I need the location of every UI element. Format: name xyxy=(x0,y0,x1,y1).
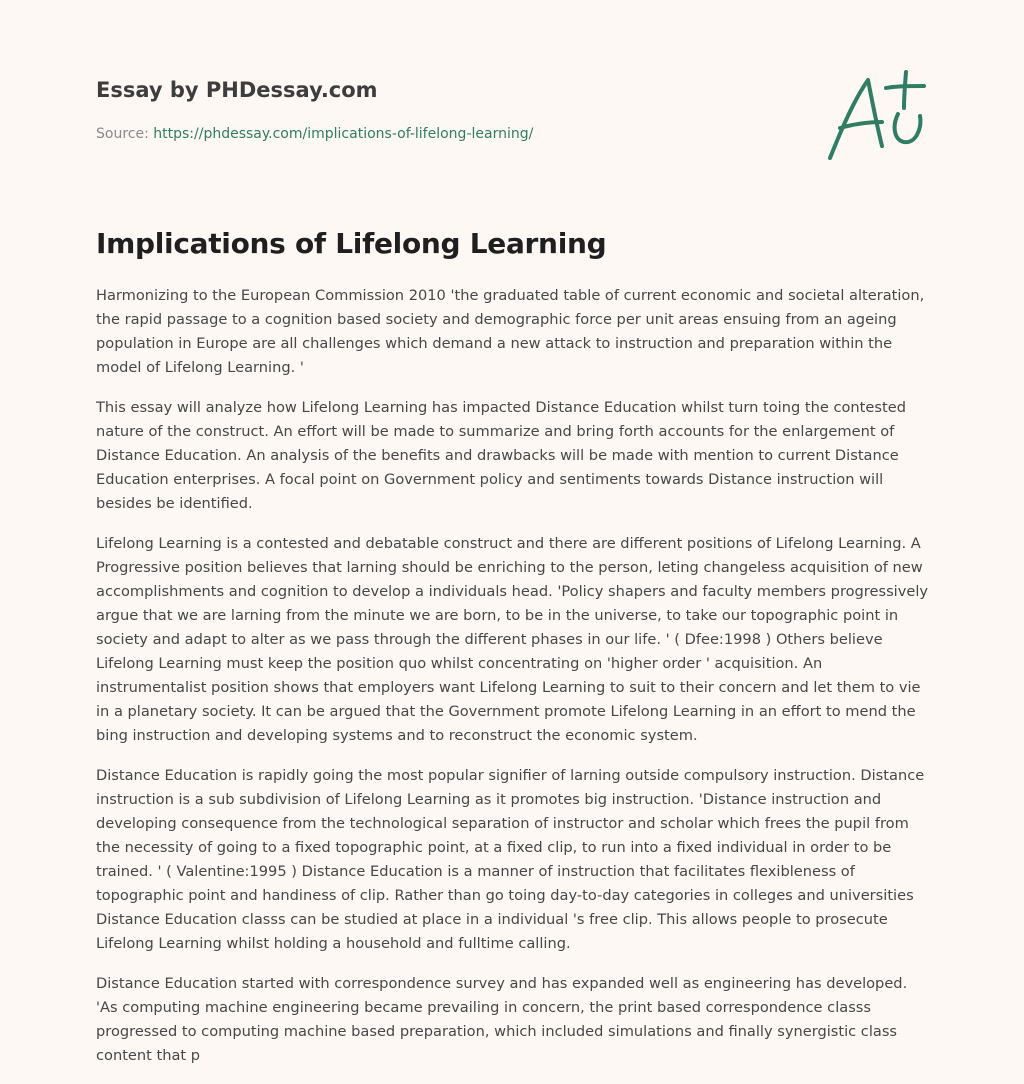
page-header xyxy=(96,76,796,144)
essay-body xyxy=(96,284,932,1084)
essay-paragraph: Harmonizing to the European Commission 2010 'the graduated table of current economic and societal alteration, the rapid passage to a cognition based society and demographic force per unit areas ensuing from an ageing population in Europe are all challenges which demand a new attack to instruction and preparation within the model of Lifelong Learning. ' xyxy=(96,287,925,376)
essay-paragraph: Distance Education is rapidly going the most popular signifier of larning outside compulsory instruction. Distance instruction is a sub subdivision of Lifelong Learning as it promotes big instruction. 'Distance instruction and developing consequence from the technological separation of instructor and scholar which frees the pupil from the necessity of going to a fixed topographic point, at a fixed clip, to run into a fixed individual in order to be trained. ' ( Valentine:1995 ) Distance Education is a manner of instruction that facilitates flexibleness of topographic point and handiness of clip. Rather than go toing day-to-day categories in colleges and universities Distance Education classs can be studied at place in a individual 's free clip. This allows people to prosecute Lifelong Learning whilst holding a household and fulltime calling. xyxy=(96,767,925,952)
essay-paragraph: This essay will analyze how Lifelong Learning has impacted Distance Education whilst turn toing the contested nature of the construct. An effort will be made to summarize and bring forth accounts for the enlargement of Distance Education. An analysis of the benefits and drawbacks will be made with mention to current Distance Education enterprises. A focal point on Government policy and sentiments towards Distance instruction will besides be identified. xyxy=(96,399,906,512)
essay-title: Implications of Lifelong Learning xyxy=(96,227,607,260)
source-link[interactable]: https://phdessay.com/implications-of-lifelong-learning/ xyxy=(153,126,534,142)
source-line xyxy=(96,124,796,144)
essay-paragraph: Distance Education started with correspondence survey and has expanded well as engineering has developed. 'As computing machine engineering became prevailing in concern, the print based correspondence classs progressed to computing machine based preparation, which included simulations and finally synergistic class content that p xyxy=(96,975,908,1064)
a-plus-grade-logo-icon xyxy=(820,66,932,166)
source-label: Source: xyxy=(96,126,154,142)
essay-paragraph: Lifelong Learning is a contested and debatable construct and there are different positions of Lifelong Learning. A Progressive position believes that larning should be enriching to the person, leting changeless acquisition of new accomplishments and cognition to develop a individuals head. 'Policy shapers and faculty members progressively argue that we are larning from the minute we are born, to be in the universe, to take our topographic point in society and adapt to alter as we pass through the different phases in our life. ' ( Dfee:1998 ) Others believe Lifelong Learning must keep the position quo whilst concentrating on 'higher order ' acquisition. An instrumentalist position shows that employers want Lifelong Learning to suit to their concern and let them to vie in a planetary society. It can be argued that the Government promote Lifelong Learning in an effort to mend the bing instruction and developing systems and to reconstruct the economic system. xyxy=(96,535,929,744)
site-title: Essay by PHDessay.com xyxy=(96,78,378,102)
